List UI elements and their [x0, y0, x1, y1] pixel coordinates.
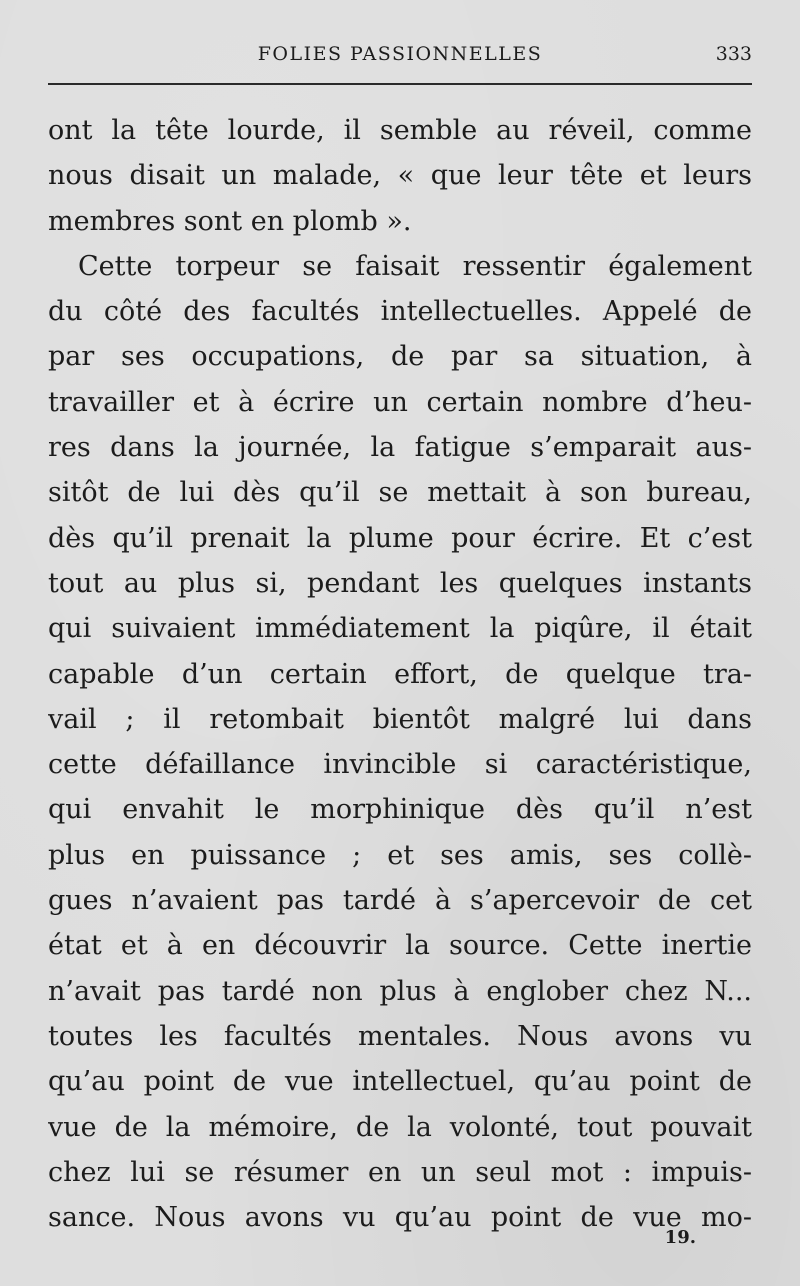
text-line: capable d’un certain effort, de quelque tra-	[48, 658, 752, 690]
text-line: du côté des facultés intellectuelles. Appelé de	[48, 296, 752, 328]
text-line: dès qu’il prenait la plume pour écrire. Et c’est	[48, 522, 752, 554]
text-line: travailler et à écrire un certain nombre d’heu-	[48, 386, 752, 418]
text-line: toutes les facultés mentales. Nous avons vu	[48, 1020, 752, 1052]
page-header	[48, 40, 752, 68]
text-line: membres sont en plomb ».	[48, 205, 412, 237]
text-line: n’avait pas tardé non plus à englober chez N...	[48, 975, 752, 1007]
text-line: cette défaillance invincible si caractéristique,	[48, 749, 752, 781]
text-line: vue de la mémoire, de la volonté, tout pouvait	[48, 1111, 752, 1143]
page-number: 333	[715, 43, 752, 65]
text-line: Cette torpeur se faisait ressentir également	[78, 250, 752, 282]
running-title: FOLIES PASSIONNELLES	[257, 43, 543, 65]
text-line: gues n’avaient pas tardé à s’apercevoir de cet	[48, 885, 752, 917]
text-line: chez lui se résumer en un seul mot : impuis-	[48, 1156, 752, 1188]
text-line: état et à en découvrir la source. Cette inertie	[48, 930, 752, 962]
text-line: sitôt de lui dès qu’il se mettait à son bureau,	[48, 477, 752, 509]
header-rule	[48, 83, 752, 85]
text-line: qu’au point de vue intellectuel, qu’au point de	[48, 1066, 752, 1098]
text-line: tout au plus si, pendant les quelques instants	[48, 567, 752, 599]
text-line: qui suivaient immédiatement la piqûre, il était	[48, 613, 752, 645]
text-line: sance. Nous avons vu qu’au point de vue mo-	[48, 1202, 752, 1234]
text-line: res dans la journée, la fatigue s’emparait aus-	[48, 432, 752, 464]
text-line: ont la tête lourde, il semble au réveil, comme	[48, 115, 752, 146]
text-line: qui envahit le morphinique dès qu’il n’est	[48, 794, 752, 826]
body-text	[48, 108, 752, 1240]
text-line: plus en puissance ; et ses amis, ses collè-	[48, 839, 752, 871]
text-line: nous disait un malade, « que leur tête et leurs	[48, 160, 752, 192]
text-line: par ses occupations, de par sa situation, à	[48, 341, 752, 373]
text-line: vail ; il retombait bientôt malgré lui dans	[48, 703, 752, 735]
signature-mark: 19.	[664, 1227, 696, 1248]
